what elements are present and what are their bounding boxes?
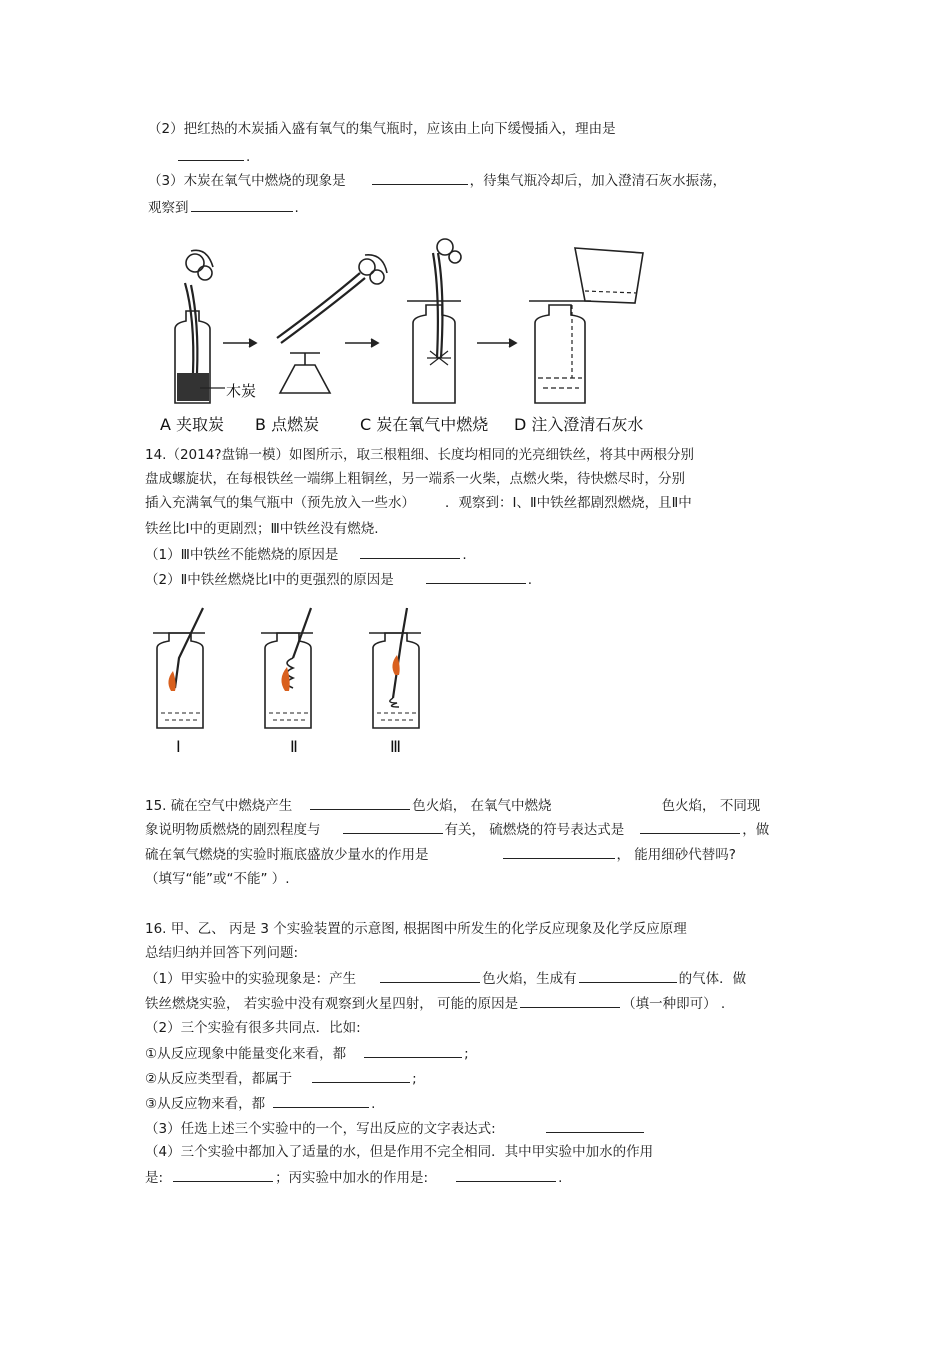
answer-blank[interactable] — [426, 570, 526, 584]
answer-blank[interactable] — [312, 1069, 410, 1083]
q14-sub1: （1）Ⅲ中铁丝不能燃烧的原因是 . — [145, 547, 467, 563]
q16-line8: ③从反应物来看，都 . — [145, 1096, 376, 1112]
q16-line2: 总结归纳并回答下列问题: — [145, 945, 299, 961]
q16-line1: 16. 甲、乙、 丙是 3 个实验装置的示意图, 根据图中所发生的化学反应现象及化学反应原理 — [145, 921, 687, 937]
q16-line3: （1）甲实验中的实验现象是：产生 色火焰，生成有 的气体．做 — [145, 971, 747, 987]
q14-line2: 盘成螺旋状，在每根铁丝一端绑上粗铜丝，另一端系一火柴，点燃火柴，待快燃尽时，分别 — [145, 471, 685, 487]
figure-caption-a: A 夹取炭 — [160, 415, 225, 434]
charcoal-experiment-figure — [155, 233, 665, 433]
q14-line1: 14.（2014?盘锦一模）如图所示，取三根粗细、长度均相同的光亮细铁丝，将其中两根分别 — [145, 447, 694, 463]
q16-line6: ①从反应现象中能量变化来看，都 ; — [145, 1046, 469, 1062]
q15-line2: 象说明物质燃烧的剧烈程度与 有关， 硫燃烧的符号表达式是 ，做 — [145, 822, 770, 838]
q16-line11: 是: ；丙实验中加水的作用是: . — [145, 1170, 563, 1186]
q14-sub2: （2）Ⅱ中铁丝燃烧比Ⅰ中的更强烈的原因是 . — [145, 572, 533, 588]
figure-label-1: Ⅰ — [176, 737, 181, 756]
answer-blank[interactable] — [503, 845, 615, 859]
charcoal-label: 木炭 — [226, 382, 257, 400]
answer-blank[interactable] — [343, 820, 443, 834]
q16-line4: 铁丝燃烧实验， 若实验中没有观察到火星四射， 可能的原因是 （填一种即可） . — [145, 996, 726, 1012]
q14-line4: 铁丝比Ⅰ中的更剧烈；Ⅲ中铁丝没有燃烧. — [145, 521, 379, 537]
q13-part3-line2: 观察到 . — [148, 200, 299, 216]
answer-blank[interactable] — [372, 171, 468, 185]
answer-blank[interactable] — [364, 1044, 462, 1058]
q13-part3-line: （3）木炭在氧气中燃烧的现象是 ，待集气瓶冷却后，加入澄清石灰水振荡， — [148, 173, 727, 189]
answer-blank[interactable] — [191, 198, 293, 212]
answer-blank[interactable] — [456, 1168, 556, 1182]
answer-blank[interactable] — [273, 1094, 369, 1108]
figure-caption-c: C 炭在氧气中燃烧 — [360, 415, 489, 434]
figure-caption-b: B 点燃炭 — [255, 415, 320, 434]
answer-blank[interactable] — [178, 147, 244, 161]
q13-part2-line: （2）把红热的木炭插入盛有氧气的集气瓶时，应该由上向下缓慢插入，理由是 — [148, 121, 616, 137]
answer-blank[interactable] — [380, 969, 480, 983]
q15-line1: 15. 硫在空气中燃烧产生 色火焰， 在氧气中燃烧 色火焰， 不同现 — [145, 798, 761, 814]
q15-line3: 硫在氧气燃烧的实验时瓶底盛放少量水的作用是 ， 能用细砂代替吗? — [145, 847, 736, 863]
answer-blank[interactable] — [173, 1168, 273, 1182]
figure-caption-d: D 注入澄清石灰水 — [514, 415, 644, 434]
answer-blank[interactable] — [310, 796, 410, 810]
answer-blank[interactable] — [546, 1119, 644, 1133]
q16-line10: （4）三个实验中都加入了适量的水，但是作用不完全相同．其中甲实验中加水的作用 — [145, 1144, 654, 1160]
q16-line5: （2）三个实验有很多共同点．比如: — [145, 1020, 361, 1036]
figure-label-3: Ⅲ — [390, 737, 402, 756]
q14-line3: 插入充满氧气的集气瓶中（预先放入一些水） ．观察到：Ⅰ、Ⅱ中铁丝都剧烈燃烧，且Ⅱ中 — [145, 495, 692, 511]
iron-wire-jars-figure — [145, 603, 445, 733]
answer-blank[interactable] — [520, 994, 620, 1008]
q16-line7: ②从反应类型看，都属于 ; — [145, 1071, 417, 1087]
q16-line9: （3）任选上述三个实验中的一个，写出反应的文字表达式: — [145, 1119, 646, 1138]
answer-blank[interactable] — [640, 820, 740, 834]
q15-line4: （填写“能”或“不能” ）. — [145, 871, 290, 887]
q13-part2-answer-line: . — [176, 147, 250, 166]
answer-blank[interactable] — [579, 969, 677, 983]
figure-label-2: Ⅱ — [290, 737, 298, 756]
answer-blank[interactable] — [360, 545, 460, 559]
